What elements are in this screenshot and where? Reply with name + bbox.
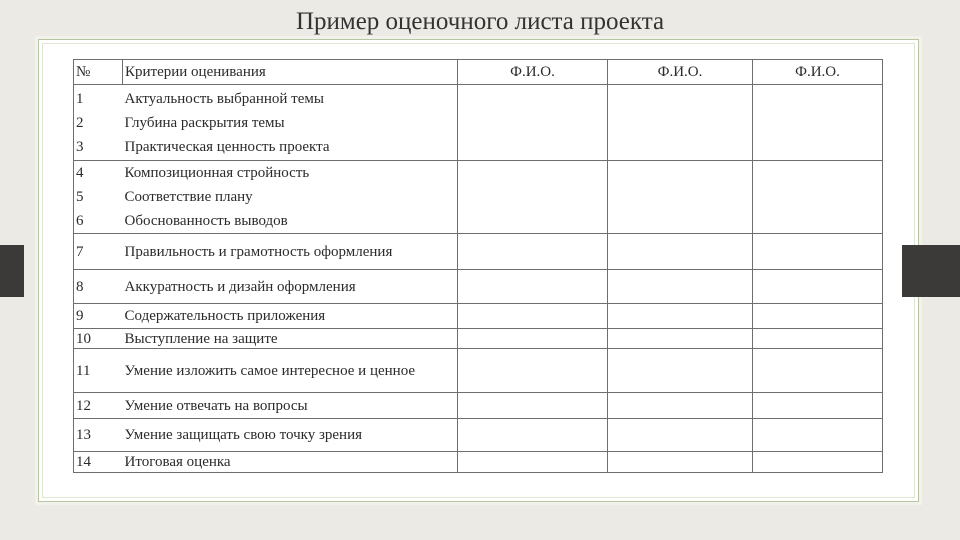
criteria-cell xyxy=(123,161,458,234)
left-edge-tab xyxy=(0,245,24,297)
score-cell[interactable] xyxy=(753,270,883,304)
row-number: 7 xyxy=(74,234,123,270)
header-fio-1: Ф.И.О. xyxy=(458,60,608,85)
score-cell[interactable] xyxy=(608,234,753,270)
table-row xyxy=(74,349,883,393)
criteria-label: Композиционная стройность xyxy=(124,165,310,181)
score-cell[interactable] xyxy=(753,304,883,329)
score-cell[interactable] xyxy=(458,329,608,349)
header-num: № xyxy=(74,60,123,85)
score-cell[interactable] xyxy=(608,304,753,329)
score-cell[interactable] xyxy=(458,393,608,419)
row-number: 6 xyxy=(76,213,84,229)
row-number: 10 xyxy=(74,329,123,349)
score-cell[interactable] xyxy=(608,419,753,452)
row-number: 9 xyxy=(74,304,123,329)
criteria-label: Выступление на защите xyxy=(123,329,458,349)
score-cell[interactable] xyxy=(753,161,883,234)
criteria-label: Умение отвечать на вопросы xyxy=(123,393,458,419)
table-row xyxy=(74,304,883,329)
row-number: 5 xyxy=(76,189,84,205)
score-cell[interactable] xyxy=(458,85,608,161)
table-header-row xyxy=(74,60,883,85)
score-cell[interactable] xyxy=(608,393,753,419)
score-cell[interactable] xyxy=(608,85,753,161)
right-edge-tab xyxy=(902,245,960,297)
score-cell[interactable] xyxy=(753,349,883,393)
table-row xyxy=(74,234,883,270)
header-fio-3: Ф.И.О. xyxy=(753,60,883,85)
score-cell[interactable] xyxy=(458,161,608,234)
row-number: 8 xyxy=(74,270,123,304)
row-number-cell xyxy=(74,161,123,234)
score-cell[interactable] xyxy=(458,349,608,393)
score-cell[interactable] xyxy=(753,452,883,473)
row-number: 11 xyxy=(74,349,123,393)
score-cell[interactable] xyxy=(608,270,753,304)
evaluation-table xyxy=(73,59,883,473)
criteria-label: Итоговая оценка xyxy=(123,452,458,473)
table-row xyxy=(74,85,883,161)
criteria-cell xyxy=(123,85,458,161)
row-number: 14 xyxy=(74,452,123,473)
criteria-label: Аккуратность и дизайн оформления xyxy=(123,270,458,304)
row-number: 13 xyxy=(74,419,123,452)
criteria-label: Правильность и грамотность оформления xyxy=(123,234,458,270)
score-cell[interactable] xyxy=(608,329,753,349)
score-cell[interactable] xyxy=(753,329,883,349)
score-cell[interactable] xyxy=(458,270,608,304)
table-row xyxy=(74,270,883,304)
criteria-label: Практическая ценность проекта xyxy=(124,138,330,155)
page-title: Пример оценочного листа проекта xyxy=(295,8,665,35)
row-number: 3 xyxy=(76,138,84,155)
criteria-label: Содержательность приложения xyxy=(123,304,458,329)
score-cell[interactable] xyxy=(608,349,753,393)
score-cell[interactable] xyxy=(753,393,883,419)
row-number-cell xyxy=(74,85,123,161)
criteria-label: Глубина раскрытия темы xyxy=(124,114,285,131)
table-row xyxy=(74,419,883,452)
score-cell[interactable] xyxy=(458,452,608,473)
row-number: 1 xyxy=(76,90,84,107)
score-cell[interactable] xyxy=(458,234,608,270)
table-row xyxy=(74,329,883,349)
header-criteria: Критерии оценивания xyxy=(123,60,458,85)
table-row xyxy=(74,161,883,234)
criteria-label: Обоснованность выводов xyxy=(124,213,288,229)
score-cell[interactable] xyxy=(458,419,608,452)
row-number: 12 xyxy=(74,393,123,419)
row-number: 4 xyxy=(76,165,84,181)
score-cell[interactable] xyxy=(753,419,883,452)
score-cell[interactable] xyxy=(458,304,608,329)
criteria-label: Умение защищать свою точку зрения xyxy=(123,419,458,452)
criteria-label: Умение изложить самое интересное и ценное xyxy=(123,349,458,393)
header-fio-2: Ф.И.О. xyxy=(608,60,753,85)
score-cell[interactable] xyxy=(608,161,753,234)
criteria-label: Актуальность выбранной темы xyxy=(124,90,324,107)
row-number: 2 xyxy=(76,114,84,131)
table-row xyxy=(74,452,883,473)
criteria-label: Соответствие плану xyxy=(124,189,253,205)
table-row xyxy=(74,393,883,419)
score-cell[interactable] xyxy=(753,85,883,161)
score-cell[interactable] xyxy=(608,452,753,473)
score-cell[interactable] xyxy=(753,234,883,270)
